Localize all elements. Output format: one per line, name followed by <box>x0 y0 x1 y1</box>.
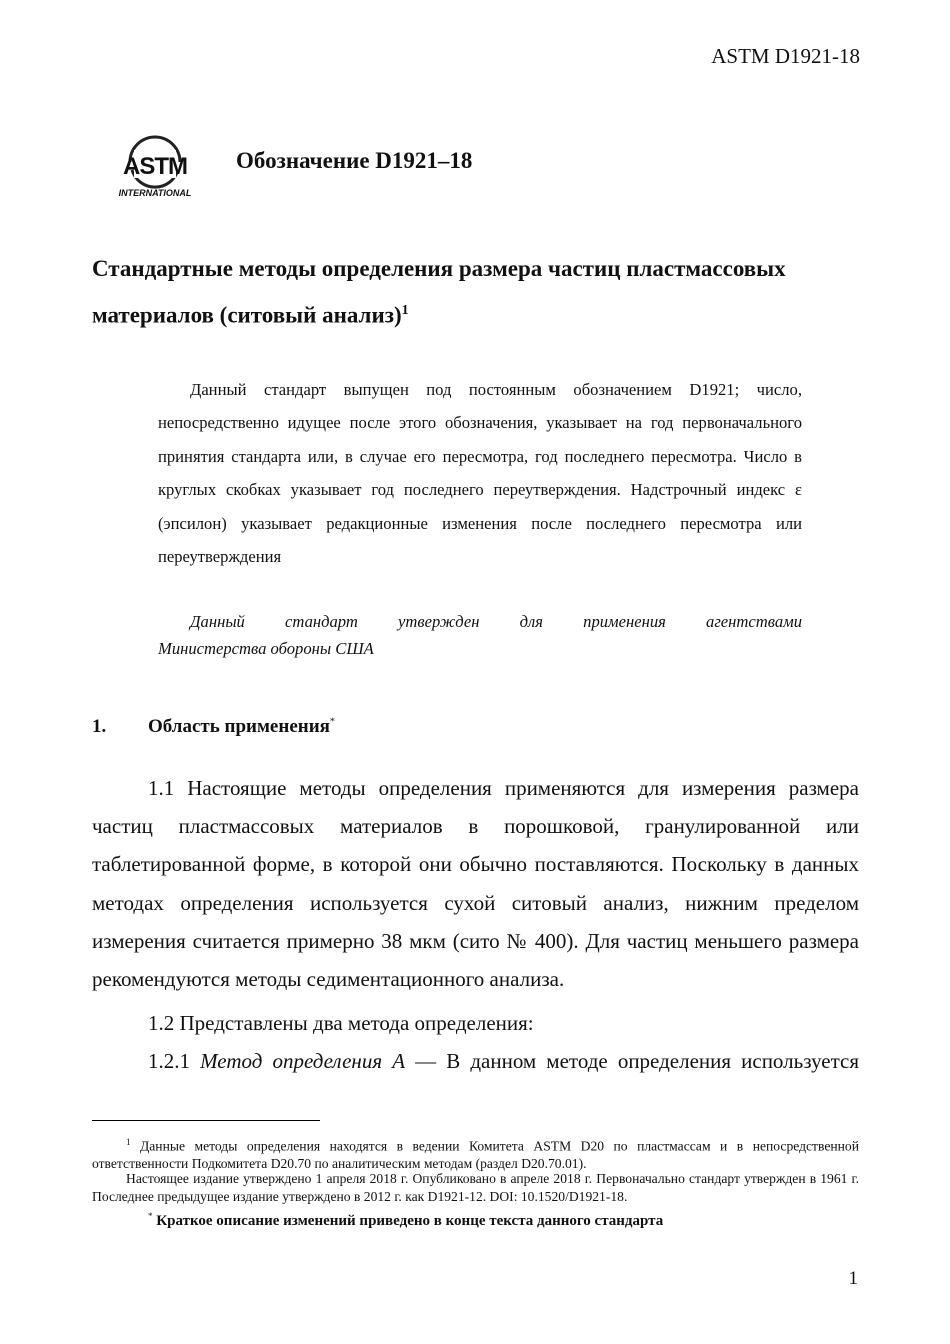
section-mark: * <box>329 716 335 728</box>
astm-logo <box>112 128 198 202</box>
paragraph-1-2-1-text: — В данном методе определения используется <box>405 1049 860 1073</box>
logo-text-international: INTERNATIONAL <box>118 188 192 198</box>
paragraph-1-2-1 <box>92 1042 859 1080</box>
footnote-edition: Настоящее издание утверждено 1 апреля 2018 г. Опубликовано в апреле 2018 г. Первоначально стандарт утвержден в 1961 г. Последнее предыдущее издание утверждено в 2012 г. как D1921-12. DOI: 10.1520/D1921-18. <box>92 1171 859 1204</box>
paragraph-1-2: 1.2 Представлены два метода определения: <box>148 1011 534 1035</box>
section-title: Область применения <box>148 716 330 737</box>
footnote-1 <box>92 1134 859 1173</box>
method-a-label: Метод определения А <box>200 1049 406 1073</box>
page-number: 1 <box>848 1268 858 1289</box>
section-number: 1. <box>92 716 107 737</box>
section-heading <box>148 716 335 738</box>
astm-emblem <box>123 137 187 187</box>
approval-line-2: Министерства обороны США <box>158 639 374 658</box>
title-text: Стандартные методы определения размера частиц пластмассовых материалов (ситовый анализ) <box>92 256 786 328</box>
footnote-summary <box>148 1211 663 1230</box>
intro-paragraph: Данный стандарт выпущен под постоянным обозначением D1921; число, непосредственно идущее после этого обозначения, указывает на год первоначального принятия стандарта или, в случае его пересмотра, год последнего пересмотра. Число в круглых скобках указывает год последнего переутверждения. Надстрочный индекс ε (эпсилон) указывает редакционные изменения после последнего пересмотра или переутверждения <box>158 380 802 567</box>
footnote-1-text: Данные методы определения находятся в ведении Комитета ASTM D20 по пластмассам и в непосредственной ответственности Подкомитета D20.70 по аналитическим методам (раздел D20.70.01). <box>92 1138 859 1172</box>
document-title <box>92 248 862 337</box>
title-footnote-mark: 1 <box>401 303 409 318</box>
approval-line-1: Данный стандарт утвержден для применения агентствами <box>190 612 802 631</box>
document-code: ASTM D1921-18 <box>711 44 860 68</box>
footnote-1-mark: 1 <box>126 1137 131 1147</box>
logo-text-astm: ASTM <box>123 153 187 180</box>
paragraph-1-1: 1.1 Настоящие методы определения применяются для измерения размера частиц пластмассовых материалов в порошковой, гранулированной или таблетированной форме, в которой они обычно поставляются. Поскольку в данных методах определения используется сухой ситовый анализ, нижним пределом измерения считается примерно 38 мкм (сито № 400). Для частиц меньшего размера рекомендуются методы седиментационного анализа. <box>92 776 859 992</box>
designation-title: Обозначение D1921–18 <box>236 148 473 173</box>
footnote-divider <box>92 1120 320 1121</box>
footnote-summary-text: Краткое описание изменений приведено в конце текста данного стандарта <box>152 1213 664 1229</box>
footnote-summary-mark: * <box>148 1211 153 1221</box>
paragraph-1-2-1-number: 1.2.1 <box>148 1049 201 1073</box>
